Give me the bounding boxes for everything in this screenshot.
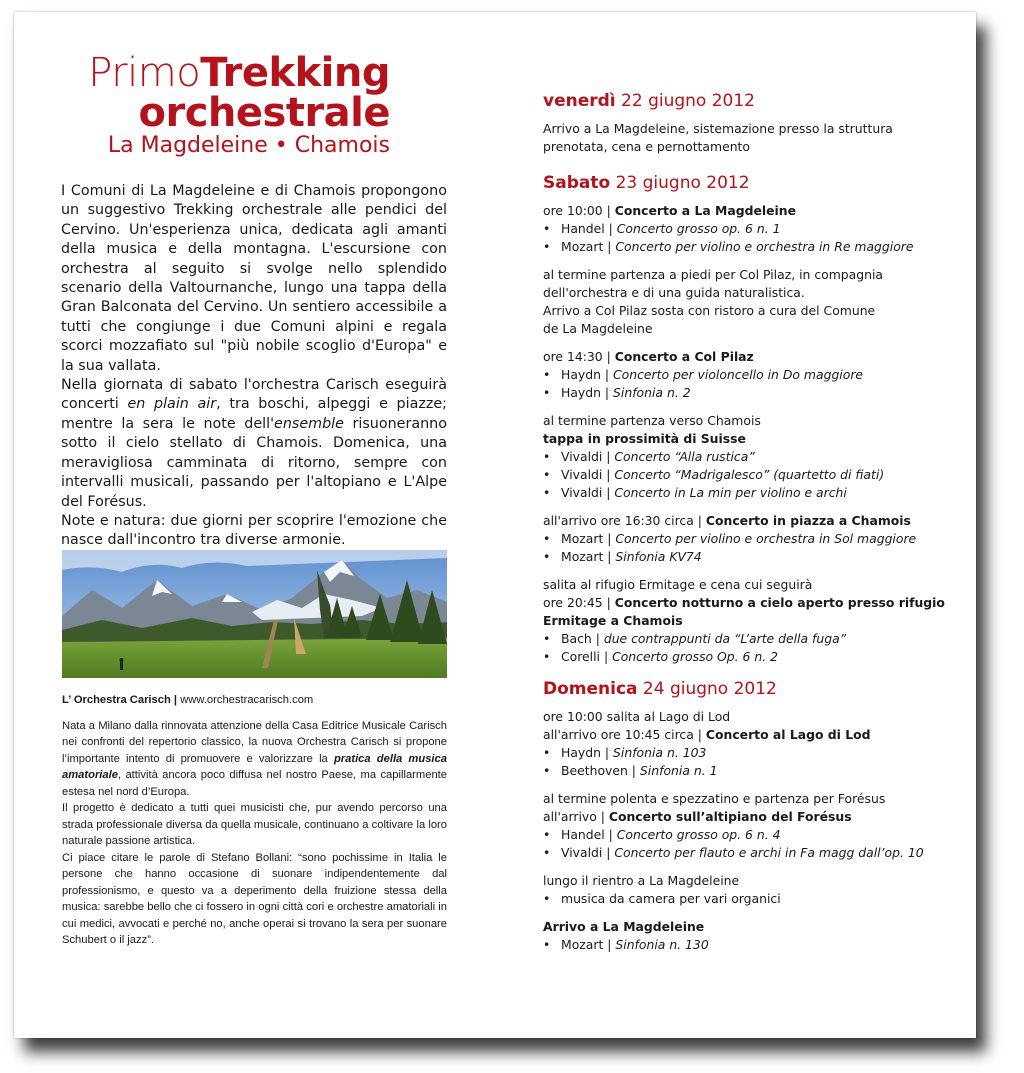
friday-text: Arrivo a La Magdeleine, sistemazione presso la struttura prenotata, cena e pernottamento bbox=[543, 121, 893, 154]
orchestra-paragraph: Ci piace citare le parole di Stefano Bollani: “sono pochissime in Italia le persone che hanno occasione di suonare indipendentemente dal professionismo, e questo va a deperimento della fruizione stessa della musica: sarebbe bello che ci fossero in ogni città cori e orchestre amatoriali in cui medici, avvocati e perché no, anche operai si trovano la sera per suonare Schubert o il jazz”. bbox=[62, 851, 447, 946]
landscape-image bbox=[62, 550, 447, 678]
page-title bbox=[88, 52, 390, 160]
title-orchestrale: orchestrale bbox=[138, 90, 390, 136]
orchestra-header: L’ Orchestra Carisch | www.orchestracarisch.com bbox=[62, 694, 314, 706]
list-item: • Mozart | Concerto per violino e orchestra in Re maggiore bbox=[543, 239, 914, 254]
concert-title: Concerto al Lago di Lod bbox=[705, 727, 871, 742]
list-item: • Bach | due contrappunti da “L’arte della fuga” bbox=[543, 631, 847, 646]
day-heading-saturday: Sabato 23 giugno 2012 bbox=[543, 173, 750, 193]
list-item: • Haydn | Sinfonia n. 103 bbox=[543, 745, 707, 760]
concert-block bbox=[543, 918, 963, 954]
concert-block: salita al rifugio Ermitage e cena cui seguirà ore 20:45 | Concerto notturno a cielo aperto presso rifugio Ermitage a Chamois • Bach | due contrappunti da “L’arte della fuga” • Corelli | Concerto grosso Op. 6 n. 2 bbox=[543, 576, 963, 666]
concert-block: ore 10:00 | Concerto a La Magdeleine • Handel | Concerto grosso op. 6 n. 1 • Mozart | Concerto per violino e orchestra in Re maggiore bbox=[543, 202, 963, 256]
concert-block: ore 14:30 | Concerto a Col Pilaz • Haydn | Concerto per violoncello in Do maggiore • Haydn | Sinfonia n. 2 bbox=[543, 348, 963, 402]
orchestra-url[interactable]: www.orchestracarisch.com bbox=[180, 694, 314, 706]
concert-block: all'arrivo ore 16:30 circa | Concerto in piazza a Chamois • Mozart | Concerto per violino e orchestra in Sol maggiore • Mozart | Sinfonia KV74 bbox=[543, 512, 963, 566]
intro-paragraph: I Comuni di La Magdeleine e di Chamois propongono un suggestivo Trekking orchestrale alle pendici del Cervino. Un'esperienza unica, dedicata agli amanti della musica e della montagna. L'escursione con orchestra al seguito si svolge nello splendido scenario della Valtournanche, lungo una tappa della Gran Balconata del Cervino. Un sentiero accessibile a tutti che congiunge i due Comuni alpini e regala scorci mozzafiato sul "più nobile scoglio d'Europa" e la sua vallata. bbox=[61, 183, 447, 374]
title-trekking: Trekking bbox=[200, 50, 390, 96]
list-item: • Vivaldi | Concerto in La min per violino e archi bbox=[543, 485, 847, 500]
list-item: • Haydn | Sinfonia n. 2 bbox=[543, 385, 691, 400]
list-item: • Corelli | Concerto grosso Op. 6 n. 2 bbox=[543, 649, 778, 664]
title-places: La Magdeleine • Chamois bbox=[107, 133, 390, 158]
concert-block: al termine partenza verso Chamois tappa in prossimità di Suisse • Vivaldi | Concerto “Alla rustica” • Vivaldi | Concerto “Madrigalesco” (quartetto di fiati) • Vivaldi | Concerto in La min per violino e archi bbox=[543, 412, 963, 502]
transfer-text: al termine partenza a piedi per Col Pilaz, in compagnia dell'orchestra e di una guida naturalistica. Arrivo a Col Pilaz sosta con ristoro a cura del Comune de La Magdeleine bbox=[543, 267, 883, 336]
concert-title: Concerto a La Magdeleine bbox=[614, 203, 796, 218]
orchestra-name: L’ Orchestra Carisch bbox=[62, 694, 171, 706]
title-primo: Primo bbox=[88, 50, 201, 96]
intro-text bbox=[61, 182, 447, 551]
day-heading-sunday: Domenica 24 giugno 2012 bbox=[543, 679, 777, 699]
concert-title: Concerto notturno a cielo aperto presso rifugio bbox=[614, 595, 945, 610]
concert-title: Concerto a Col Pilaz bbox=[614, 349, 754, 364]
orchestra-section bbox=[62, 692, 447, 949]
list-item: • Vivaldi | Concerto “Alla rustica” bbox=[543, 449, 755, 464]
list-item: • Mozart | Concerto per violino e orchestra in Sol maggiore bbox=[543, 531, 917, 546]
concert-title: tappa in prossimità di Suisse bbox=[543, 431, 746, 446]
mountain-photo bbox=[62, 550, 447, 678]
list-item: • musica da camera per vari organici bbox=[543, 891, 781, 906]
intro-paragraph: Nella giornata di sabato l'orchestra Carisch eseguirà concerti en plain air, tra boschi, alpeggi e piazze; mentre la sera le note dell'ensemble risuoneranno sotto il cielo stellato di Chamois. Domenica, una meravigliosa camminata di ritorno, sempre con intervalli musicali, passando per l'altopiano e L'Alpe del Forésus. bbox=[61, 377, 447, 510]
concert-title: Concerto in piazza a Chamois bbox=[705, 513, 911, 528]
orchestra-paragraph: Il progetto è dedicato a tutti quei musicisti che, pur avendo percorso una strada professionale diversa da quella musicale, continuano a coltivare la loro naturale passione artistica. bbox=[62, 802, 447, 847]
concert-title: Arrivo a La Magdeleine bbox=[543, 919, 705, 934]
program-schedule bbox=[543, 90, 963, 964]
list-item: • Vivaldi | Concerto per flauto e archi in Fa magg dall’op. 10 bbox=[543, 845, 924, 860]
concert-title: Concerto sull’altipiano del Forésus bbox=[608, 809, 852, 824]
intro-paragraph: Note e natura: due giorni per scoprire l'emozione che nasce dall'incontro tra diverse armonie. bbox=[61, 512, 447, 549]
brochure-page bbox=[14, 12, 976, 1038]
concert-block: al termine polenta e spezzatino e partenza per Forésus all'arrivo | Concerto sull’altipiano del Forésus • Handel | Concerto grosso op. 6 n. 4 • Vivaldi | Concerto per flauto e archi in Fa magg dall’op. 10 bbox=[543, 790, 963, 862]
list-item: • Vivaldi | Concerto “Madrigalesco” (quartetto di fiati) bbox=[543, 467, 885, 482]
list-item: • Handel | Concerto grosso op. 6 n. 4 bbox=[543, 827, 781, 842]
list-item: • Mozart | Sinfonia n. 130 bbox=[543, 937, 709, 952]
list-item: • Haydn | Concerto per violoncello in Do maggiore bbox=[543, 367, 864, 382]
list-item: • Handel | Concerto grosso op. 6 n. 1 bbox=[543, 221, 781, 236]
list-item: • Beethoven | Sinfonia n. 1 bbox=[543, 763, 718, 778]
orchestra-paragraph: Nata a Milano dalla rinnovata attenzione della Casa Editrice Musicale Carisch nei confronti del repertorio classico, la nuova Orchestra Carisch si propone l’importante intento di promuovere e valorizzare la pratica della musica amatoriale, attività ancora poco diffusa nel nostro Paese, ma capillarmente estesa nel nord d’Europa. bbox=[62, 719, 447, 798]
list-item: • Mozart | Sinfonia KV74 bbox=[543, 549, 702, 564]
concert-block: lungo il rientro a La Magdeleine • musica da camera per vari organici bbox=[543, 872, 963, 908]
concert-block: ore 10:00 salita al Lago di Lod all'arrivo ore 10:45 circa | Concerto al Lago di Lod • Haydn | Sinfonia n. 103 • Beethoven | Sinfonia n. 1 bbox=[543, 708, 963, 780]
day-heading-friday: venerdì 22 giugno 2012 bbox=[543, 91, 755, 111]
